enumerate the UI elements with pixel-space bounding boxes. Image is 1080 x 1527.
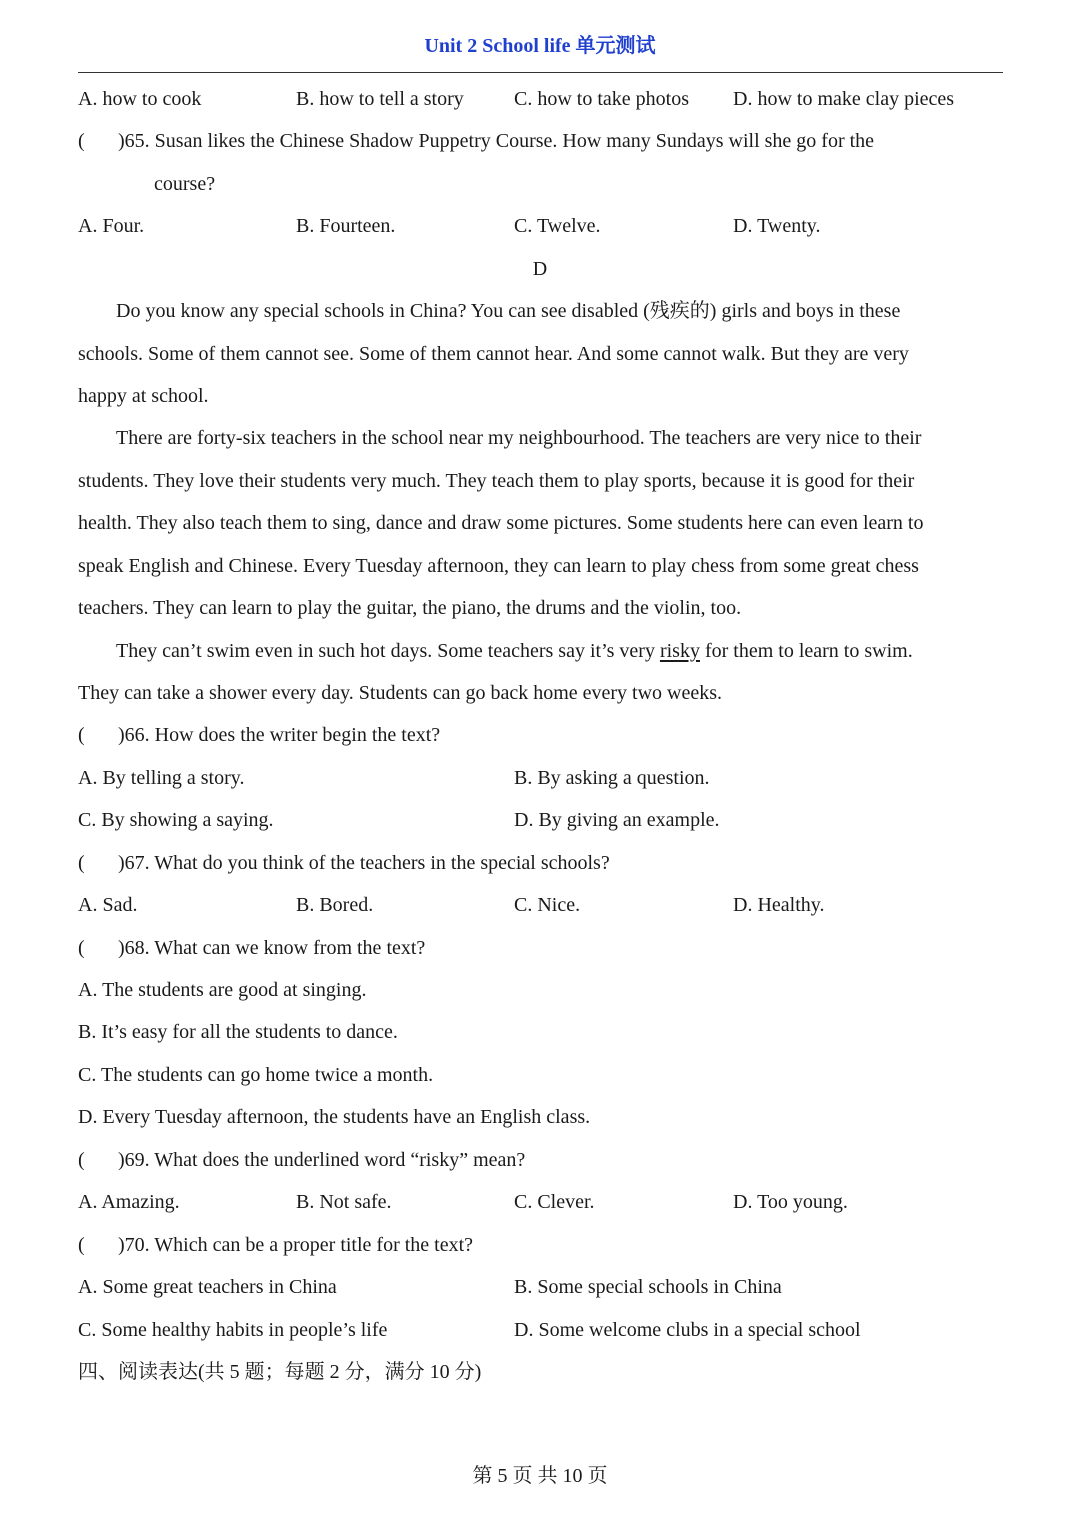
q69-option-c: C. Clever.: [514, 1191, 595, 1213]
q69-option-a: A. Amazing.: [78, 1191, 180, 1213]
q67-option-b: B. Bored.: [296, 894, 374, 916]
passage-line: speak English and Chinese. Every Tuesday afternoon, they can learn to play chess from some great chess: [78, 555, 919, 577]
q65-stem-line1: )65. Susan likes the Chinese Shadow Puppetry Course. How many Sundays will she go for the: [118, 130, 875, 152]
q70-option-d: D. Some welcome clubs in a special school: [514, 1319, 861, 1341]
q68-stem: [78, 934, 425, 962]
answer-blank: (: [78, 1234, 85, 1256]
passage-line: health. They also teach them to sing, dance and draw some pictures. Some students here can even learn to: [78, 512, 924, 534]
answer-blank: (: [78, 130, 85, 152]
q67-option-d: D. Healthy.: [733, 894, 825, 916]
passage-text: They can’t swim even in such hot days. Some teachers say it’s very: [116, 640, 660, 662]
document-title: Unit 2 School life 单元测试: [424, 35, 656, 57]
passage-line: students. They love their students very much. They teach them to play sports, because it is good for their: [78, 470, 915, 492]
q67-option-c: C. Nice.: [514, 894, 581, 916]
q65-option-d: D. Twenty.: [733, 215, 821, 237]
answer-blank: (: [78, 852, 85, 874]
passage-line: They can take a shower every day. Students can go back home every two weeks.: [78, 682, 723, 704]
passage-line-with-underline: [116, 637, 913, 665]
passage-line: teachers. They can learn to play the guitar, the piano, the drums and the violin, too.: [78, 597, 742, 619]
q65-option-a: A. Four.: [78, 215, 145, 237]
header-divider: [78, 72, 1003, 73]
passage-line: There are forty-six teachers in the school near my neighbourhood. The teachers are very nice to their: [116, 427, 922, 449]
q64-option-d: D. how to make clay pieces: [733, 88, 955, 110]
section-4-heading: 四、阅读表达(共 5 题；每题 2 分，满分 10 分): [78, 1361, 482, 1383]
q66-option-a: A. By telling a story.: [78, 767, 245, 789]
q70-option-b: B. Some special schools in China: [514, 1276, 782, 1298]
q64-option-b: B. how to tell a story: [296, 88, 464, 110]
q68-option-d: D. Every Tuesday afternoon, the students have an English class.: [78, 1106, 591, 1128]
q70-option-c: C. Some healthy habits in people’s life: [78, 1319, 388, 1341]
passage-line: Do you know any special schools in China? You can see disabled (残疾的) girls and boys in these: [116, 300, 901, 322]
q66-option-c: C. By showing a saying.: [78, 809, 274, 831]
underlined-word-risky: risky: [659, 640, 700, 662]
page-number: 第 5 页 共 10 页: [472, 1465, 608, 1487]
q70-stem: [78, 1231, 473, 1259]
q69-option-d: D. Too young.: [733, 1191, 848, 1213]
q64-option-a: A. how to cook: [78, 88, 202, 110]
q67-option-a: A. Sad.: [78, 894, 138, 916]
q66-stem: [78, 721, 440, 749]
q68-stem-text: )68. What can we know from the text?: [118, 937, 426, 959]
passage-text: for them to learn to swim.: [699, 640, 913, 662]
passage-line: happy at school.: [78, 385, 209, 407]
q70-option-a: A. Some great teachers in China: [78, 1276, 337, 1298]
q64-option-c: C. how to take photos: [514, 88, 689, 110]
q68-option-c: C. The students can go home twice a month.: [78, 1064, 434, 1086]
q65-stem: [78, 127, 874, 155]
q69-stem-text: )69. What does the underlined word “risky” mean?: [118, 1149, 526, 1171]
q65-option-b: B. Fourteen.: [296, 215, 396, 237]
q68-option-a: A. The students are good at singing.: [78, 979, 367, 1001]
q67-stem: [78, 849, 610, 877]
q66-stem-text: )66. How does the writer begin the text?: [118, 724, 441, 746]
q65-option-c: C. Twelve.: [514, 215, 601, 237]
q69-option-b: B. Not safe.: [296, 1191, 392, 1213]
q70-stem-text: )70. Which can be a proper title for the text?: [118, 1234, 474, 1256]
passage-label: D: [532, 258, 548, 280]
q67-stem-text: )67. What do you think of the teachers in the special schools?: [118, 852, 610, 874]
passage-line: schools. Some of them cannot see. Some of them cannot hear. And some cannot walk. But they are very: [78, 343, 909, 365]
answer-blank: (: [78, 724, 85, 746]
q66-option-d: D. By giving an example.: [514, 809, 720, 831]
answer-blank: (: [78, 937, 85, 959]
q69-stem: [78, 1146, 525, 1174]
q68-option-b: B. It’s easy for all the students to dance.: [78, 1021, 398, 1043]
q66-option-b: B. By asking a question.: [514, 767, 710, 789]
answer-blank: (: [78, 1149, 85, 1171]
q65-stem-line2: course?: [154, 173, 216, 195]
